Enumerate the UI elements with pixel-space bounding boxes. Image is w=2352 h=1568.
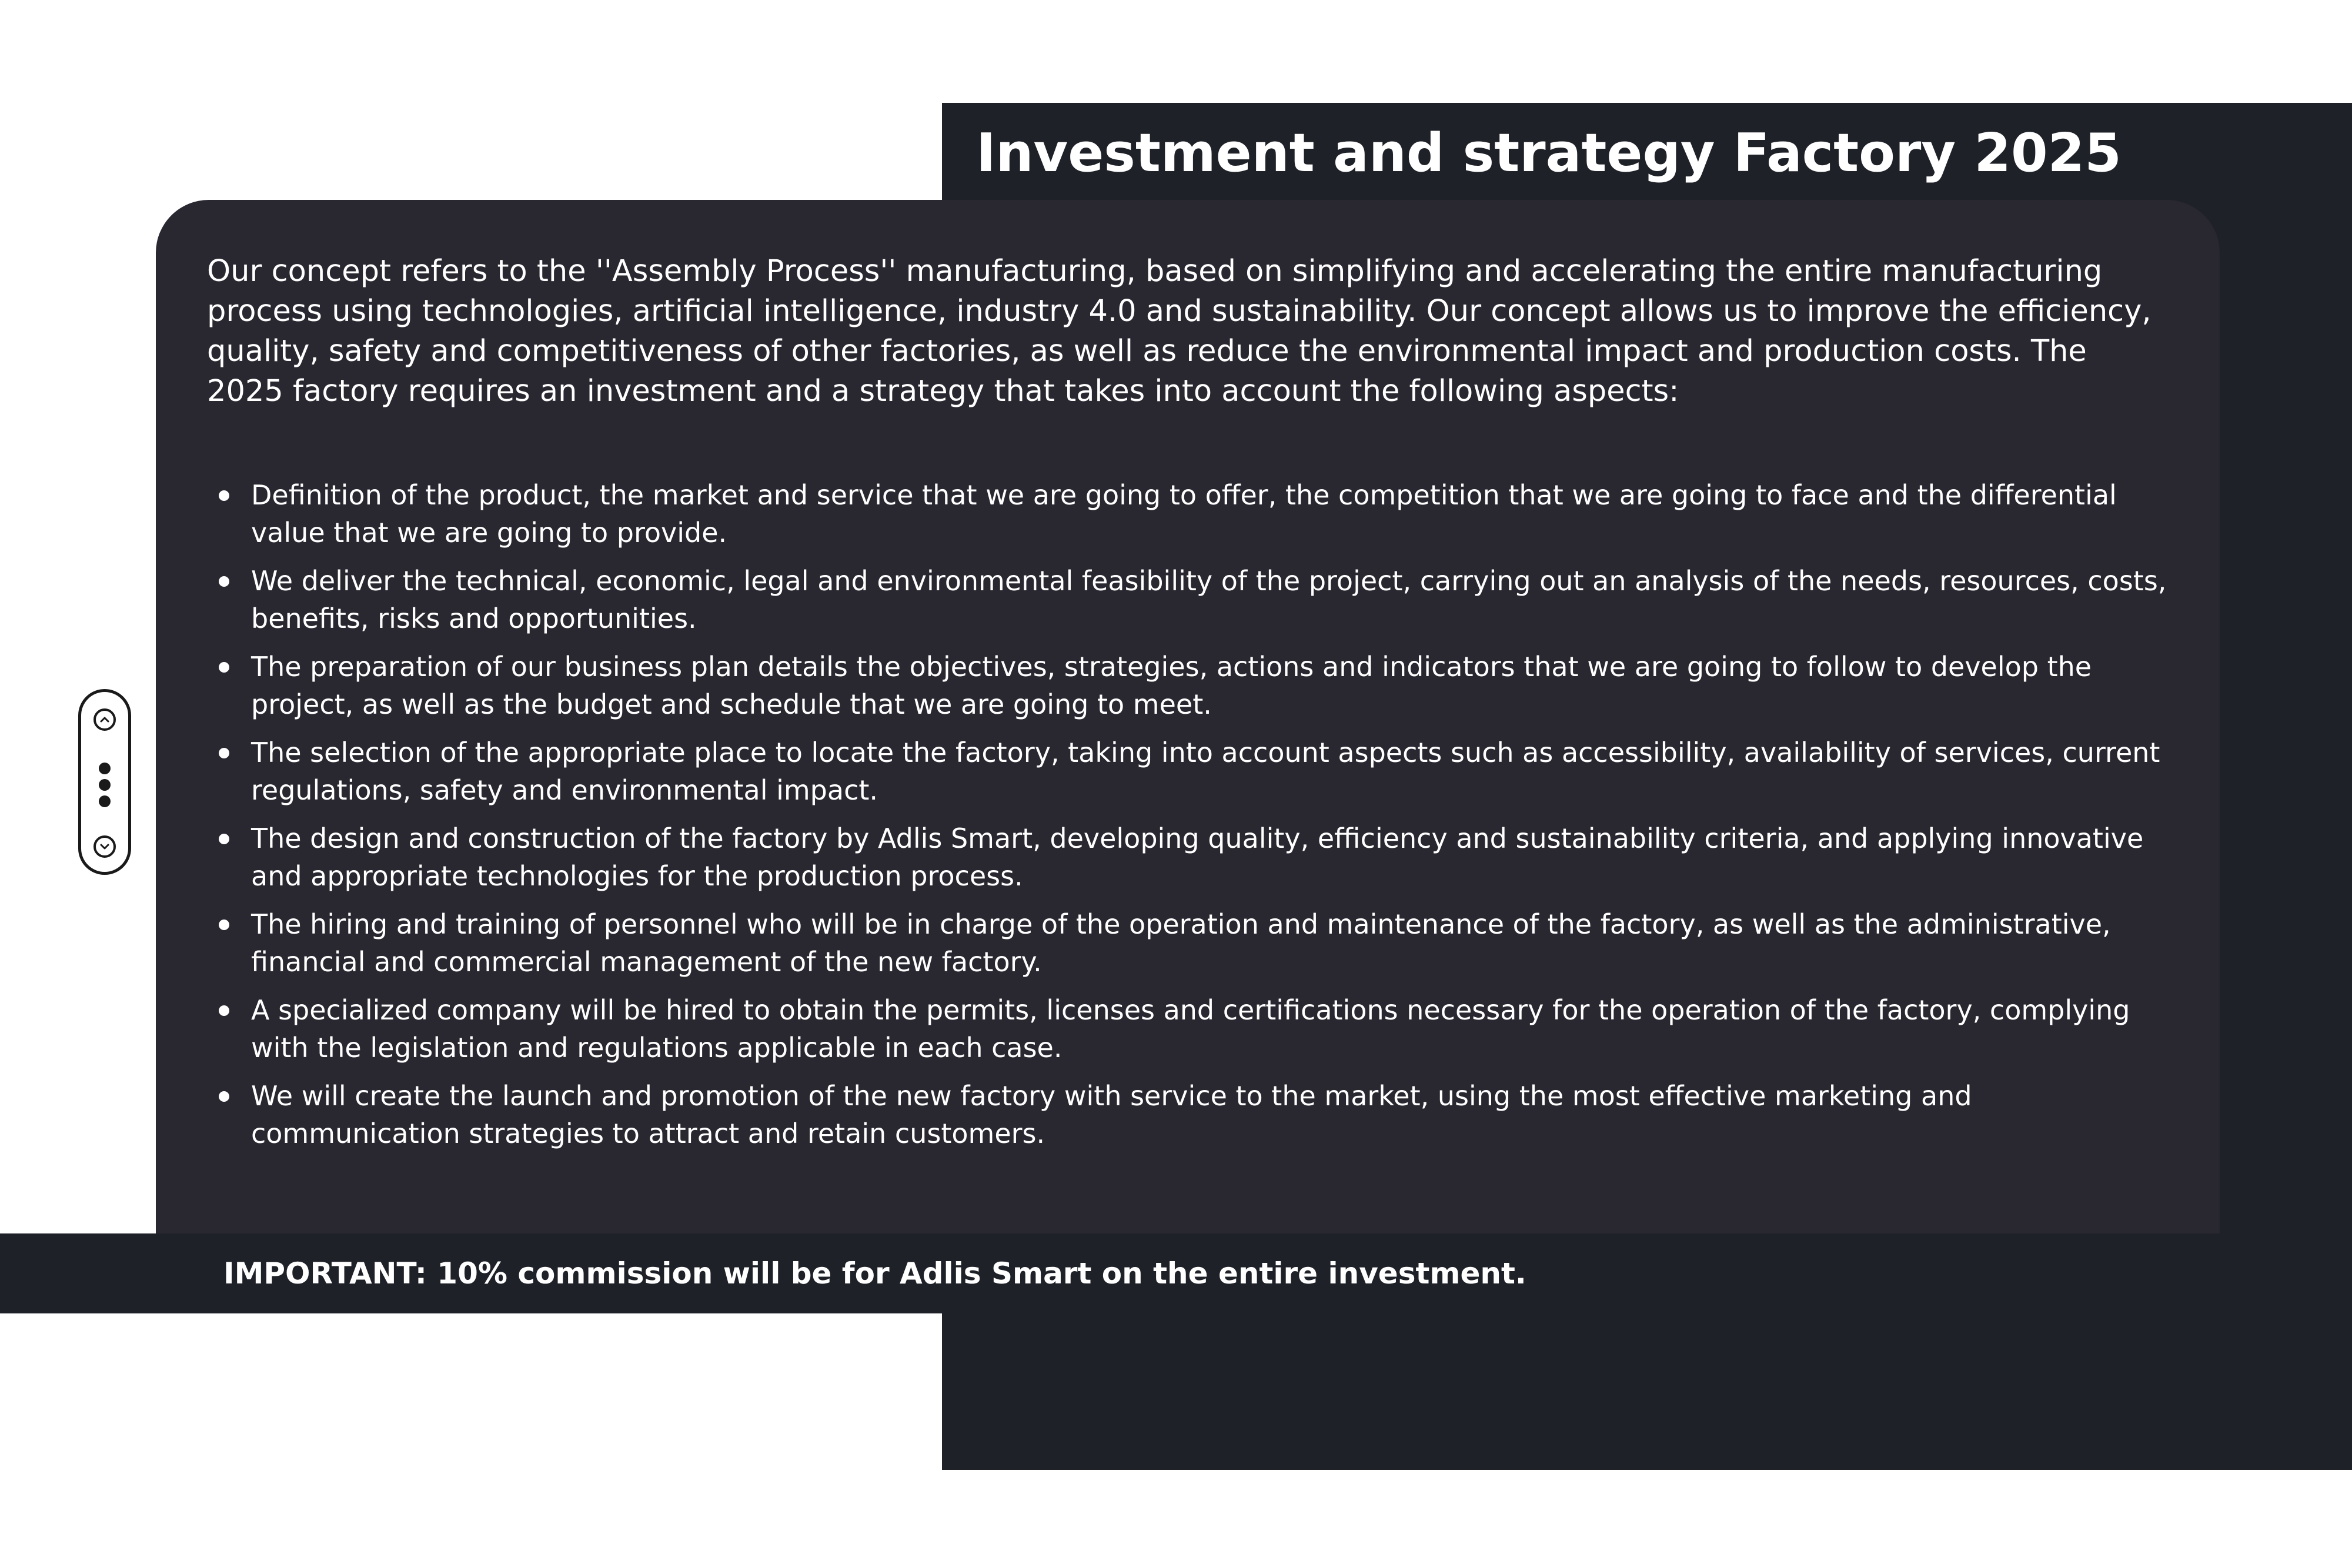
list-item	[207, 905, 2171, 981]
list-item	[207, 820, 2171, 895]
list-item	[207, 1077, 2171, 1152]
list-item-text: The preparation of our business plan details the objectives, strategies, actions and indicators that we are going to follow to develop the project, as well as the budget and schedule that we are going to meet.	[251, 651, 2092, 720]
bullet-icon	[219, 576, 229, 587]
list-item	[207, 734, 2171, 809]
intro-paragraph: Our concept refers to the ''Assembly Process'' manufacturing, based on simplifying and accelerating the entire manufacturing process using technologies, artificial intelligence, industry 4.0 and sustainability. Our concept allows us to improve the efficiency, quality, safety and competitiveness of other factories, as well as reduce the environmental impact and production costs. The 2025 factory requires an investment and a strategy that takes into account the following aspects:	[207, 254, 2151, 409]
chevron-down-icon[interactable]	[93, 835, 116, 858]
list-item	[207, 562, 2171, 637]
list-item	[207, 991, 2171, 1066]
bullet-icon	[219, 662, 229, 673]
bullet-icon	[219, 920, 229, 930]
list-item-text: The hiring and training of personnel who will be in charge of the operation and maintenance of the factory, as well as the administrative, financial and commercial management of the new factory.	[251, 908, 2111, 978]
scroll-control	[78, 689, 131, 875]
list-item-text: The selection of the appropriate place to locate the factory, taking into account aspects such as accessibility, availability of services, current regulations, safety and environmental impact.	[251, 737, 2160, 806]
list-item-text: Definition of the product, the market and service that we are going to offer, the competition that we are going to face and the differential value that we are going to provide.	[251, 479, 2117, 549]
list-item	[207, 476, 2171, 551]
content-card	[156, 200, 2220, 1235]
list-item-text: We will create the launch and promotion of the new factory with service to the market, using the most effective marketing and communication strategies to attract and retain customers.	[251, 1080, 1972, 1149]
bullet-icon	[219, 1005, 229, 1016]
list-item-text: The design and construction of the factory by Adlis Smart, developing quality, efficiency and sustainability criteria, and applying innovative and appropriate technologies for the production process.	[251, 823, 2144, 892]
important-note: IMPORTANT: 10% commission will be for Adlis Smart on the entire investment.	[223, 1256, 1526, 1290]
bullet-icon	[219, 748, 229, 758]
bullet-icon	[219, 490, 229, 501]
list-item-text: A specialized company will be hired to obtain the permits, licenses and certifications necessary for the operation of the factory, complying with the legislation and regulations applicable in each case.	[251, 994, 2130, 1064]
bullet-icon	[219, 834, 229, 844]
bullet-icon	[219, 1091, 229, 1102]
list-item	[207, 648, 2171, 723]
aspects-list	[207, 476, 2171, 1163]
chevron-up-icon[interactable]	[93, 708, 116, 731]
list-item-text: We deliver the technical, economic, legal and environmental feasibility of the project, carrying out an analysis of the needs, resources, costs, benefits, risks and opportunities.	[251, 565, 2167, 634]
more-dots-icon[interactable]	[99, 763, 111, 810]
page-title: Investment and strategy Factory 2025	[976, 122, 2122, 184]
important-banner	[0, 1233, 2220, 1313]
